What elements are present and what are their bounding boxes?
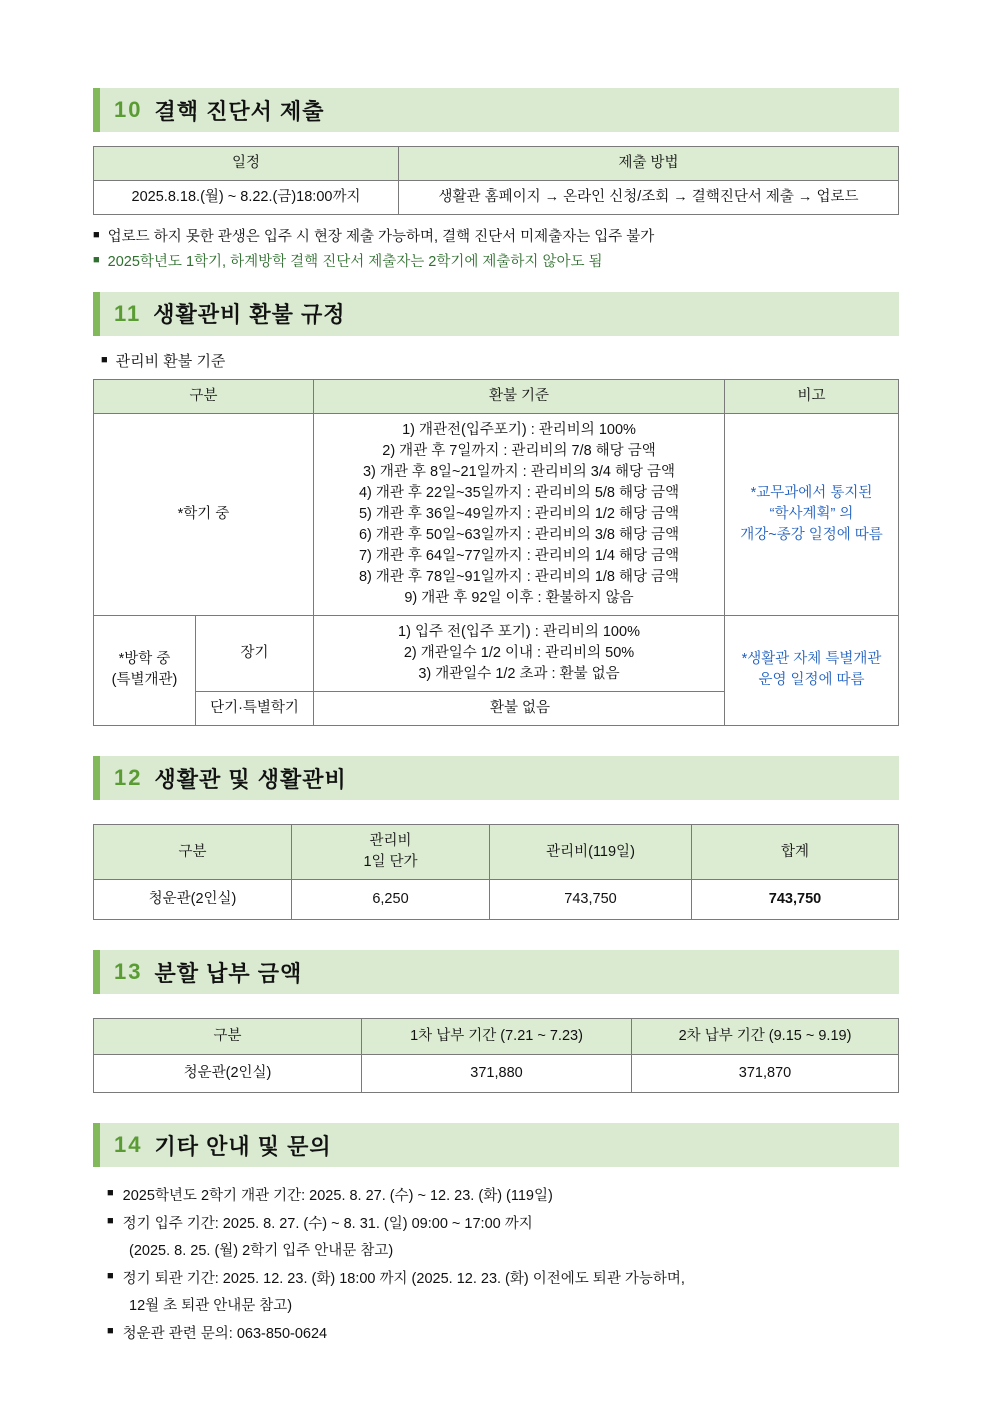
refund-item: 4) 개관 후 22일~35일까지 : 관리비의 5/8 해당 금액 [358, 484, 680, 501]
cell-first-amount: 371,880 [362, 1055, 632, 1093]
info-item [107, 1266, 899, 1294]
section-number: 11 [114, 300, 142, 326]
table-row-vacation-long [94, 615, 899, 691]
square-bullet-icon: ■ [107, 1269, 114, 1282]
section-title: 생활관비 환불 규정 [153, 302, 346, 328]
column-header-sum: 합계 [692, 825, 899, 880]
cell-schedule: 2025.8.18.(월) ~ 8.22.(금)18:00까지 [94, 181, 399, 215]
refund-item: 8) 개관 후 78일~91일까지 : 관리비의 1/8 해당 금액 [358, 568, 680, 585]
section-number: 12 [114, 765, 143, 790]
installment-table [93, 1018, 899, 1093]
section-title: 결핵 진단서 제출 [154, 98, 325, 124]
info-subtext: 12월 초 퇴관 안내문 참고) [129, 1298, 293, 1315]
table-row [94, 880, 899, 920]
square-bullet-icon: ■ [107, 1187, 114, 1200]
section-title: 기타 안내 및 문의 [154, 1133, 332, 1159]
fee-table [93, 824, 899, 920]
remark-line: 개강~종강 일정에 따름 [740, 526, 883, 543]
cell-method: 생활관 홈페이지 → 온라인 신청/조회 → 결핵진단서 제출 → 업로드 [399, 181, 899, 215]
tb-certificate-table [93, 146, 899, 215]
cell-vacation-long-criteria [314, 615, 725, 691]
section-number: 10 [114, 97, 143, 122]
etc-info-list [107, 1183, 899, 1348]
tb-notes [93, 225, 899, 276]
square-bullet-icon: ■ [93, 254, 100, 267]
info-text: 정기 입주 기간: 2025. 8. 27. (수) ~ 8. 31. (일) 09:00 ~ 17:00 까지 [122, 1215, 533, 1232]
square-bullet-icon: ■ [107, 1214, 114, 1227]
column-header-second-payment: 2차 납부 기간 (9.15 ~ 9.19) [632, 1019, 899, 1055]
section-number: 14 [114, 1132, 143, 1158]
daily-fee-line1: 관리비 [369, 833, 412, 849]
section-header-14 [93, 1123, 899, 1167]
section-title: 분할 납부 금액 [154, 960, 303, 986]
table-row-semester [94, 413, 899, 615]
column-header-category: 구분 [94, 379, 314, 413]
section-title: 생활관 및 생활관비 [154, 766, 347, 792]
refund-item: 5) 개관 후 36일~49일까지 : 관리비의 1/2 해당 금액 [358, 505, 680, 522]
vacation-label-line: (특별개관) [111, 672, 178, 689]
section-header-12 [93, 756, 899, 800]
column-header-criteria: 환불 기준 [314, 379, 725, 413]
cell-room-type: 청운관(2인실) [94, 1055, 362, 1093]
cell-period-fee: 743,750 [490, 880, 692, 920]
table-header-row [94, 825, 899, 880]
column-header-method: 제출 방법 [399, 147, 899, 181]
table-header-row [94, 379, 899, 413]
column-header-first-payment: 1차 납부 기간 (7.21 ~ 7.23) [362, 1019, 632, 1055]
refund-item: 3) 개관 후 8일~21일까지 : 관리비의 3/4 해당 금액 [362, 463, 676, 480]
cell-semester-criteria [314, 413, 725, 615]
cell-second-amount: 371,870 [632, 1055, 899, 1093]
column-header-schedule: 일정 [94, 147, 399, 181]
info-text: 청운관 관련 문의: 063-850-0624 [122, 1325, 328, 1342]
refund-table [93, 379, 899, 726]
column-header-total-days-fee: 관리비(119일) [490, 825, 692, 880]
table-header-row [94, 147, 899, 181]
section-number: 13 [114, 959, 143, 985]
refund-item: 2) 개관 후 7일까지 : 관리비의 7/8 해당 금액 [382, 442, 656, 459]
note-text: 업로드 하지 못한 관생은 입주 시 현장 제출 가능하며, 결핵 진단서 미제출자는 입주 불가 [107, 229, 655, 246]
section-header-11 [93, 292, 899, 336]
remark-line: 운영 일정에 따름 [758, 672, 865, 689]
vacation-label-line: *방학 중 [118, 651, 171, 668]
column-header-remark: 비고 [725, 379, 899, 413]
cell-room-type: 청운관(2인실) [94, 880, 292, 920]
column-header-category: 구분 [94, 825, 292, 880]
table-row [94, 1055, 899, 1093]
document-content [93, 0, 899, 1348]
column-header-daily-fee [292, 825, 490, 880]
cell-semester-remark [725, 413, 899, 615]
cell-daily-fee: 6,250 [292, 880, 490, 920]
refund-item: 3) 개관일수 1/2 초과 : 환불 없음 [418, 665, 620, 682]
section-header-13 [93, 950, 899, 994]
square-bullet-icon: ■ [93, 229, 100, 242]
cell-vacation-remark [725, 615, 899, 725]
refund-item: 2) 개관일수 1/2 이내 : 관리비의 50% [403, 644, 635, 661]
cell-sum: 743,750 [692, 880, 899, 920]
info-item [107, 1211, 899, 1239]
note-line [93, 225, 899, 250]
remark-line: *교무과에서 통지된 [750, 484, 873, 501]
refund-item: 6) 개관 후 50일~63일까지 : 관리비의 3/8 해당 금액 [358, 526, 680, 543]
info-subtext: (2025. 8. 25. (월) 2학기 입주 안내문 참고) [129, 1243, 394, 1260]
info-text: 2025학년도 2학기 개관 기간: 2025. 8. 27. (수) ~ 12. 23. (화) (119일) [122, 1188, 553, 1205]
table-row [94, 181, 899, 215]
refund-item: 1) 입주 전(입주 포기) : 관리비의 100% [398, 623, 640, 640]
cell-vacation-label [94, 615, 196, 725]
refund-item: 7) 개관 후 64일~77일까지 : 관리비의 1/4 해당 금액 [358, 547, 680, 564]
note-line [93, 250, 899, 275]
cell-vacation-short-label: 단기·특별학기 [196, 691, 314, 725]
cell-vacation-short-value: 환불 없음 [314, 691, 725, 725]
info-item [107, 1183, 899, 1211]
square-bullet-icon: ■ [101, 353, 108, 366]
refund-sub-label-text: 관리비 환불 기준 [115, 352, 226, 370]
refund-sub-label [101, 350, 899, 371]
info-text: 정기 퇴관 기간: 2025. 12. 23. (화) 18:00 까지 (2025. 12. 23. (화) 이전에도 퇴관 가능하며, [122, 1270, 685, 1287]
refund-item: 1) 개관전(입주포기) : 관리비의 100% [402, 421, 636, 438]
remark-line: *생활관 자체 특별개관 [741, 651, 882, 668]
column-header-category: 구분 [94, 1019, 362, 1055]
info-item [107, 1321, 899, 1349]
daily-fee-line2: 1일 단가 [363, 854, 418, 871]
section-header-10 [93, 88, 899, 132]
cell-vacation-long-label: 장기 [196, 615, 314, 691]
square-bullet-icon: ■ [107, 1324, 114, 1337]
table-header-row [94, 1019, 899, 1055]
refund-item: 9) 개관 후 92일 이후 : 환불하지 않음 [404, 589, 634, 606]
remark-line: “학사계획” 의 [769, 505, 854, 522]
cell-semester-label: *학기 중 [94, 413, 314, 615]
note-text: 2025학년도 1학기, 하계방학 결핵 진단서 제출자는 2학기에 제출하지 않아도 됨 [107, 254, 603, 271]
